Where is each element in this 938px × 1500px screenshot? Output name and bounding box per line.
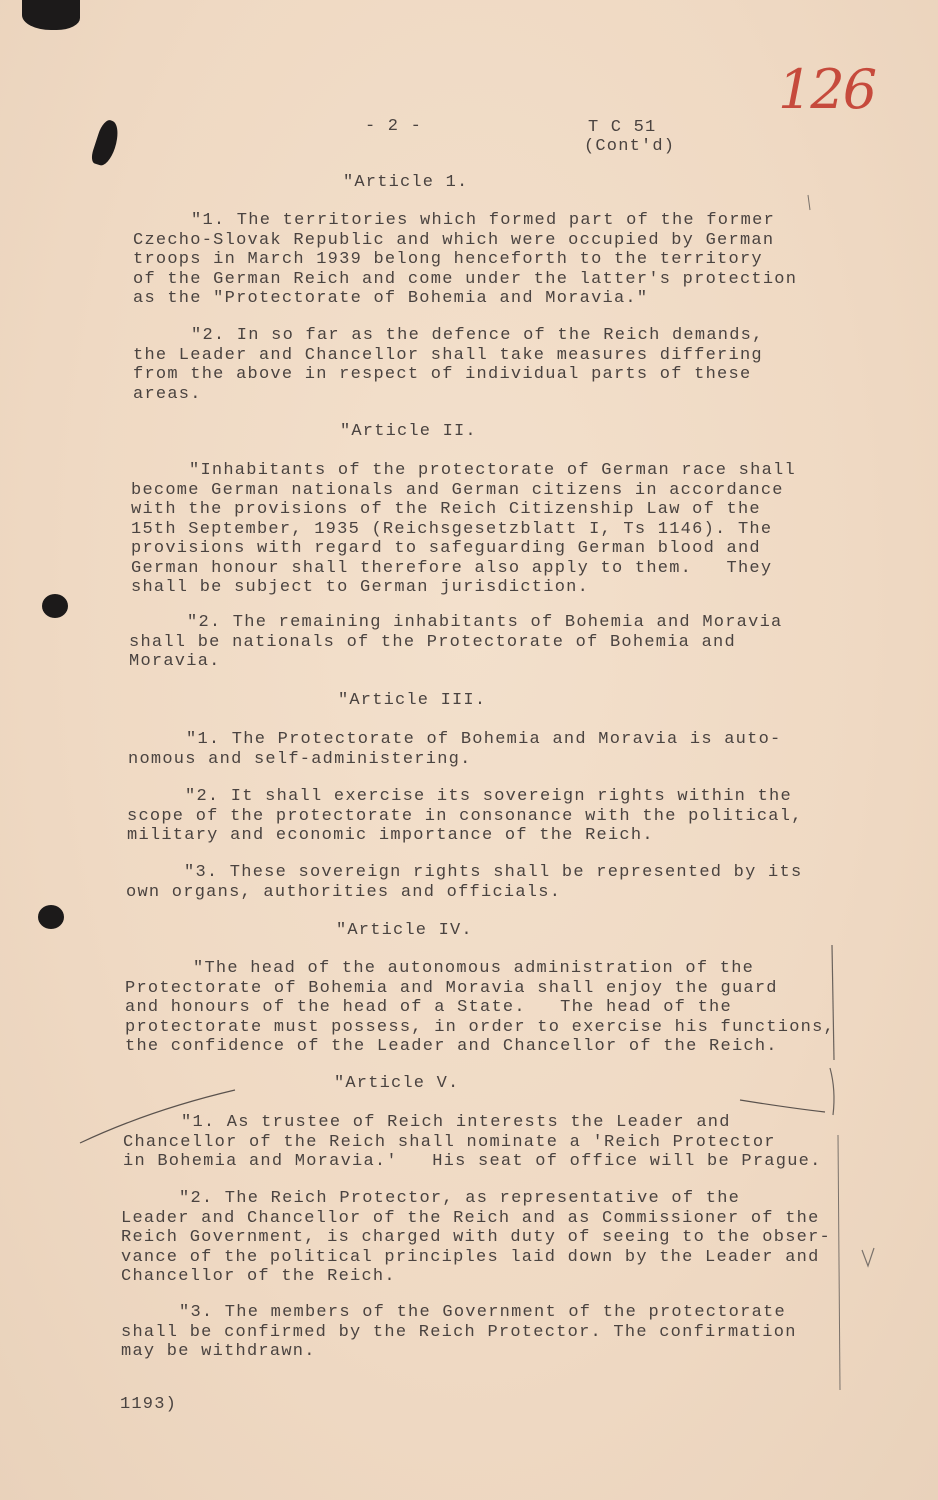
text-line: "2. In so far as the defence of the Reich demands,: [191, 326, 764, 345]
article-3-heading: "Article III.: [338, 691, 487, 710]
doc-reference-continued: (Cont'd): [584, 137, 676, 156]
text-line: "1. As trustee of Reich interests the Leader and: [181, 1113, 731, 1132]
text-line: Chancellor of the Reich shall nominate a 'Reich Protector: [123, 1132, 776, 1152]
folio-number: 126: [778, 58, 876, 121]
text-line: from the above in respect of individual parts of these: [133, 365, 752, 384]
text-line: in Bohemia and Moravia.' His seat of office will be Prague.: [123, 1152, 822, 1171]
text-line: and honours of the head of a State. The head of the: [125, 998, 732, 1017]
text-line: become German nationals and German citizens in accordance: [131, 480, 784, 500]
article-4-heading: "Article IV.: [336, 921, 473, 940]
text-line: nomous and self-administering.: [128, 749, 472, 769]
text-line: "1. The territories which formed part of the former: [191, 211, 776, 230]
article-3-paragraph-3: [126, 863, 802, 902]
article-3-paragraph-1: [128, 730, 782, 769]
article-3-paragraph-2: [127, 787, 803, 846]
text-line: "2. The remaining inhabitants of Bohemia and Moravia: [187, 613, 783, 632]
text-line: "Inhabitants of the protectorate of German race shall: [189, 461, 796, 480]
article-5-paragraph-2: [121, 1189, 831, 1287]
punch-hole-lower: [38, 905, 64, 929]
punch-hole-upper: [42, 594, 68, 618]
text-line: Moravia.: [129, 652, 221, 671]
text-line: provisions with regard to safeguarding German blood and: [131, 539, 761, 558]
text-line: shall be subject to German jurisdiction.: [131, 578, 590, 597]
text-line: may be withdrawn.: [121, 1342, 316, 1361]
article-2-paragraph-2: [129, 613, 783, 672]
text-line: shall be confirmed by the Reich Protector. The confirmation: [121, 1322, 797, 1342]
article-4-paragraph-1: [125, 959, 835, 1057]
text-line: "3. These sovereign rights shall be represented by its: [184, 863, 803, 882]
page-number: - 2 -: [365, 117, 423, 136]
ink-blot-top-left: [22, 0, 80, 30]
article-2-paragraph-1: [131, 461, 796, 598]
text-line: 15th September, 1935 (Reichsgesetzblatt I, Ts 1146). The: [131, 519, 773, 539]
text-line: shall be nationals of the Protectorate of Bohemia and: [129, 632, 736, 652]
text-line: protectorate must possess, in order to exercise his functions,: [125, 1017, 836, 1037]
article-5-heading: "Article V.: [334, 1074, 460, 1093]
article-5-paragraph-1: [123, 1113, 822, 1172]
text-line: Protectorate of Bohemia and Moravia shall enjoy the guard: [125, 978, 778, 998]
text-line: troops in March 1939 belong henceforth to the territory: [133, 250, 763, 269]
text-line: Chancellor of the Reich.: [121, 1267, 396, 1286]
text-line: "3. The members of the Government of the protectorate: [179, 1303, 786, 1322]
text-line: the confidence of the Leader and Chancellor of the Reich.: [125, 1037, 778, 1056]
text-line: the Leader and Chancellor shall take measures differing: [133, 345, 763, 365]
footer-code: 1193): [120, 1395, 178, 1414]
text-line: "2. It shall exercise its sovereign rights within the: [185, 787, 792, 806]
text-line: own organs, authorities and officials.: [126, 882, 562, 902]
text-line: German honour shall therefore also apply to them. They: [131, 558, 773, 578]
article-1-paragraph-1: [133, 211, 797, 309]
text-line: of the German Reich and come under the latter's protection: [133, 269, 798, 289]
article-1-heading: "Article 1.: [343, 173, 469, 192]
text-line: "The head of the autonomous administration of the: [193, 959, 755, 978]
text-line: Reich Government, is charged with duty of seeing to the obser-: [121, 1228, 832, 1247]
doc-reference: T C 51: [588, 118, 657, 137]
text-line: Leader and Chancellor of the Reich and as Commissioner of the: [121, 1208, 820, 1228]
text-line: as the "Protectorate of Bohemia and Moravia.": [133, 289, 649, 308]
text-line: "2. The Reich Protector, as representative of the: [179, 1189, 741, 1208]
text-line: scope of the protectorate in consonance with the political,: [127, 806, 803, 826]
article-5-paragraph-3: [121, 1303, 797, 1362]
text-line: vance of the political principles laid down by the Leader and: [121, 1247, 820, 1267]
article-2-heading: "Article II.: [340, 422, 477, 441]
text-line: Czecho-Slovak Republic and which were occupied by German: [133, 230, 775, 250]
text-line: "1. The Protectorate of Bohemia and Moravia is auto-: [186, 730, 782, 749]
text-line: areas.: [133, 384, 202, 404]
text-line: with the provisions of the Reich Citizenship Law of the: [131, 500, 761, 519]
article-1-paragraph-2: [133, 326, 764, 404]
text-line: military and economic importance of the Reich.: [127, 826, 654, 845]
